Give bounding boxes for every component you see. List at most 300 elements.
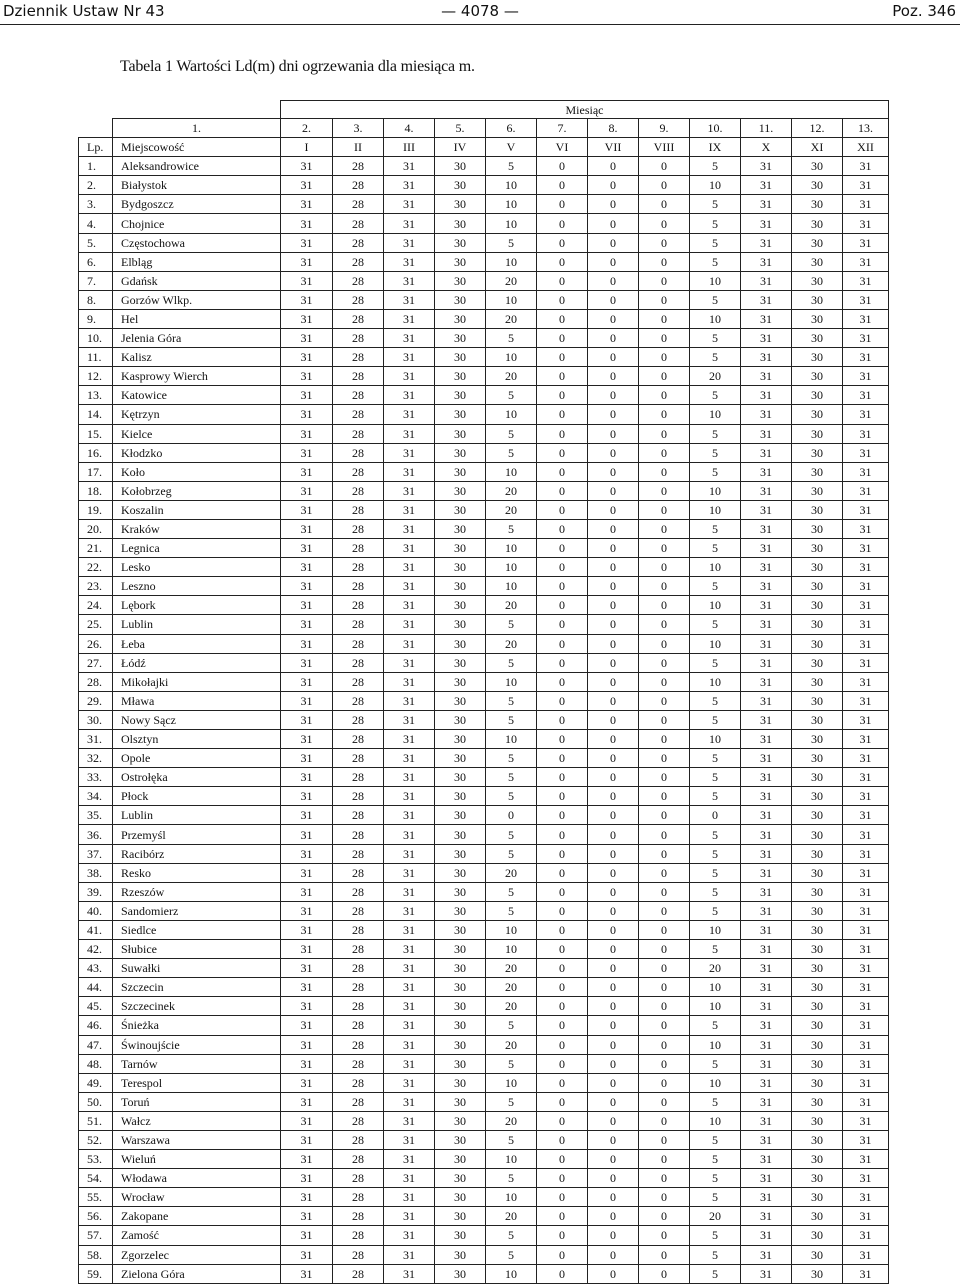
value-cell: 31 [843, 348, 889, 367]
value-cell: 20 [486, 863, 537, 882]
value-cell: 31 [281, 539, 333, 558]
value-cell: 0 [537, 500, 588, 519]
value-cell: 5 [486, 1092, 537, 1111]
city-cell: Wałcz [113, 1111, 281, 1130]
city-cell: Kętrzyn [113, 405, 281, 424]
value-cell: 31 [281, 863, 333, 882]
position-number: Poz. 346 [892, 2, 956, 20]
value-cell: 31 [843, 424, 889, 443]
value-cell: 30 [792, 691, 843, 710]
value-cell: 30 [435, 519, 486, 538]
value-cell: 5 [690, 195, 741, 214]
value-cell: 5 [690, 749, 741, 768]
value-cell: 31 [741, 1207, 792, 1226]
value-cell: 31 [843, 500, 889, 519]
value-cell: 5 [690, 882, 741, 901]
value-cell: 0 [639, 1016, 690, 1035]
value-cell: 28 [333, 367, 384, 386]
value-cell: 20 [486, 367, 537, 386]
value-cell: 30 [792, 157, 843, 176]
value-cell: 30 [792, 1207, 843, 1226]
value-cell: 0 [588, 959, 639, 978]
value-cell: 5 [690, 539, 741, 558]
city-cell: Aleksandrowice [113, 157, 281, 176]
value-cell: 5 [690, 1226, 741, 1245]
value-cell: 10 [486, 1150, 537, 1169]
value-cell: 30 [435, 329, 486, 348]
value-cell: 28 [333, 691, 384, 710]
value-cell: 28 [333, 1073, 384, 1092]
value-cell: 31 [384, 1092, 435, 1111]
value-cell: 31 [741, 825, 792, 844]
value-cell: 30 [435, 348, 486, 367]
value-cell: 0 [639, 615, 690, 634]
value-cell: 0 [639, 233, 690, 252]
value-cell: 31 [741, 577, 792, 596]
value-cell: 31 [741, 1016, 792, 1035]
value-cell: 0 [537, 252, 588, 271]
value-cell: 31 [384, 233, 435, 252]
value-cell: 30 [435, 749, 486, 768]
value-cell: 31 [384, 1188, 435, 1207]
lp-cell: 39. [79, 882, 113, 901]
value-cell: 10 [486, 1188, 537, 1207]
value-cell: 5 [690, 768, 741, 787]
value-cell: 0 [588, 920, 639, 939]
value-cell: 30 [792, 1016, 843, 1035]
value-cell: 30 [792, 749, 843, 768]
value-cell: 28 [333, 539, 384, 558]
table-row [79, 233, 889, 252]
value-cell: 0 [639, 978, 690, 997]
value-cell: 31 [843, 1130, 889, 1149]
value-cell: 0 [588, 405, 639, 424]
value-cell: 31 [843, 539, 889, 558]
value-cell: 31 [281, 710, 333, 729]
value-cell: 31 [843, 882, 889, 901]
value-cell: 28 [333, 271, 384, 290]
value-cell: 31 [741, 462, 792, 481]
value-cell: 31 [384, 940, 435, 959]
value-cell: 28 [333, 634, 384, 653]
value-cell: 31 [741, 787, 792, 806]
value-cell: 30 [435, 634, 486, 653]
value-cell: 31 [741, 1245, 792, 1264]
value-cell: 30 [435, 558, 486, 577]
value-cell: 31 [384, 615, 435, 634]
value-cell: 0 [588, 844, 639, 863]
value-cell: 10 [486, 672, 537, 691]
value-cell: 31 [384, 1054, 435, 1073]
lp-cell: 2. [79, 176, 113, 195]
value-cell: 0 [588, 1092, 639, 1111]
value-cell: 0 [639, 577, 690, 596]
table-row [79, 558, 889, 577]
city-cell: Kielce [113, 424, 281, 443]
value-cell: 31 [741, 691, 792, 710]
value-cell: 5 [486, 901, 537, 920]
value-cell: 0 [537, 271, 588, 290]
table-row [79, 386, 889, 405]
lp-cell: 9. [79, 309, 113, 328]
value-cell: 30 [792, 1073, 843, 1092]
value-cell: 0 [588, 1111, 639, 1130]
value-cell: 0 [537, 386, 588, 405]
value-cell: 28 [333, 1226, 384, 1245]
value-cell: V [486, 138, 537, 157]
value-cell: 30 [792, 1092, 843, 1111]
value-cell: 28 [333, 329, 384, 348]
value-cell: 5 [690, 863, 741, 882]
value-cell: 10 [486, 176, 537, 195]
table-row [79, 1207, 889, 1226]
value-cell: 31 [843, 558, 889, 577]
value-cell: 5 [690, 424, 741, 443]
value-cell: 0 [588, 558, 639, 577]
value-cell: 31 [384, 443, 435, 462]
value-cell: 0 [639, 1150, 690, 1169]
value-cell: 30 [792, 290, 843, 309]
value-cell: 30 [435, 901, 486, 920]
value-cell: 30 [792, 329, 843, 348]
value-cell: 0 [537, 1054, 588, 1073]
city-cell: Szczecinek [113, 997, 281, 1016]
value-cell: 0 [639, 195, 690, 214]
value-cell: 10 [690, 672, 741, 691]
value-cell: 10 [690, 634, 741, 653]
value-cell: XI [792, 138, 843, 157]
value-cell: 30 [792, 1111, 843, 1130]
value-cell: 30 [435, 1016, 486, 1035]
city-cell: Racibórz [113, 844, 281, 863]
value-cell: 31 [741, 940, 792, 959]
value-cell: 30 [435, 386, 486, 405]
value-cell: 0 [588, 1169, 639, 1188]
value-cell: 0 [639, 882, 690, 901]
value-cell: 30 [435, 405, 486, 424]
value-cell: 31 [741, 882, 792, 901]
value-cell: 31 [384, 1207, 435, 1226]
value-cell: 0 [537, 882, 588, 901]
value-cell: 31 [741, 519, 792, 538]
table-row [79, 920, 889, 939]
value-cell: 5 [486, 329, 537, 348]
value-cell: 30 [435, 1150, 486, 1169]
table-row [79, 749, 889, 768]
city-cell: Mława [113, 691, 281, 710]
value-cell: 10 [486, 539, 537, 558]
value-cell: 28 [333, 997, 384, 1016]
value-cell: 28 [333, 290, 384, 309]
value-cell: 5 [690, 691, 741, 710]
table-row [79, 615, 889, 634]
value-cell: 30 [792, 1169, 843, 1188]
value-cell: 0 [537, 519, 588, 538]
value-cell: 28 [333, 1245, 384, 1264]
value-cell: 31 [843, 367, 889, 386]
table-row [79, 997, 889, 1016]
table-row [79, 1169, 889, 1188]
city-cell: Katowice [113, 386, 281, 405]
value-cell: 31 [741, 1054, 792, 1073]
value-cell: 31 [281, 577, 333, 596]
value-cell: 10 [690, 596, 741, 615]
value-cell: III [384, 138, 435, 157]
value-cell: 31 [843, 691, 889, 710]
value-cell: 30 [792, 863, 843, 882]
value-cell: 31 [741, 348, 792, 367]
value-cell: 0 [588, 596, 639, 615]
lp-cell: 5. [79, 233, 113, 252]
value-cell: 31 [384, 882, 435, 901]
value-cell: 5 [690, 252, 741, 271]
table-row [79, 959, 889, 978]
value-cell: 5 [486, 710, 537, 729]
lp-cell: 8. [79, 290, 113, 309]
value-cell: 30 [792, 653, 843, 672]
value-cell: IX [690, 138, 741, 157]
value-cell: 0 [588, 348, 639, 367]
city-cell: Leszno [113, 577, 281, 596]
value-cell: 31 [281, 615, 333, 634]
value-cell: 31 [281, 1245, 333, 1264]
value-cell: 31 [843, 1245, 889, 1264]
value-cell: 30 [435, 500, 486, 519]
value-cell: 0 [639, 787, 690, 806]
value-cell: 5 [690, 462, 741, 481]
table-row [79, 176, 889, 195]
value-cell: 0 [588, 1245, 639, 1264]
value-cell: 0 [639, 1035, 690, 1054]
city-cell: Kołobrzeg [113, 481, 281, 500]
value-cell: 31 [741, 634, 792, 653]
value-cell: 0 [537, 863, 588, 882]
column-number-cell: 12. [792, 119, 843, 138]
value-cell: 0 [639, 691, 690, 710]
table-row [79, 1150, 889, 1169]
value-cell: 0 [639, 214, 690, 233]
value-cell: 0 [588, 290, 639, 309]
value-cell: 0 [537, 1111, 588, 1130]
value-cell: 31 [384, 672, 435, 691]
value-cell: 0 [639, 348, 690, 367]
value-cell: 31 [741, 290, 792, 309]
table-row [79, 768, 889, 787]
value-cell: 0 [588, 519, 639, 538]
value-cell: 31 [843, 825, 889, 844]
value-cell: 0 [588, 1226, 639, 1245]
value-cell: 28 [333, 882, 384, 901]
value-cell: 5 [690, 940, 741, 959]
value-cell: 5 [690, 710, 741, 729]
value-cell: 0 [588, 577, 639, 596]
value-cell: 10 [486, 290, 537, 309]
value-cell: 30 [435, 157, 486, 176]
value-cell: 30 [435, 787, 486, 806]
value-cell: 0 [639, 309, 690, 328]
value-cell: 31 [281, 367, 333, 386]
value-cell: 5 [486, 882, 537, 901]
value-cell: 30 [792, 844, 843, 863]
city-cell: Suwałki [113, 959, 281, 978]
lp-cell: 28. [79, 672, 113, 691]
value-cell: 30 [435, 462, 486, 481]
value-cell: 5 [690, 386, 741, 405]
value-cell: 0 [588, 901, 639, 920]
value-cell: 31 [843, 290, 889, 309]
table-row [79, 1264, 889, 1283]
value-cell: 0 [537, 481, 588, 500]
value-cell: 0 [639, 1264, 690, 1283]
lp-cell: 36. [79, 825, 113, 844]
value-cell: 28 [333, 443, 384, 462]
value-cell: 31 [843, 672, 889, 691]
value-cell: 10 [486, 1264, 537, 1283]
value-cell: 0 [588, 978, 639, 997]
value-cell: 10 [486, 577, 537, 596]
value-cell: 28 [333, 1150, 384, 1169]
value-cell: 30 [792, 1150, 843, 1169]
value-cell: 5 [690, 1092, 741, 1111]
value-cell: 0 [537, 1150, 588, 1169]
value-cell: 0 [639, 959, 690, 978]
value-cell: 30 [435, 959, 486, 978]
lp-cell: 11. [79, 348, 113, 367]
value-cell: 0 [537, 1130, 588, 1149]
table-row [79, 290, 889, 309]
value-cell: 0 [537, 157, 588, 176]
value-cell: 5 [486, 768, 537, 787]
value-cell: 31 [281, 978, 333, 997]
city-cell: Rzeszów [113, 882, 281, 901]
value-cell: 30 [792, 309, 843, 328]
city-cell: Warszawa [113, 1130, 281, 1149]
value-cell: 30 [792, 1245, 843, 1264]
value-cell: 0 [537, 920, 588, 939]
value-cell: 5 [486, 157, 537, 176]
value-cell: 31 [384, 844, 435, 863]
value-cell: 31 [384, 1264, 435, 1283]
value-cell: 0 [639, 596, 690, 615]
value-cell: 0 [588, 214, 639, 233]
value-cell: 31 [843, 596, 889, 615]
column-number-cell: 4. [384, 119, 435, 138]
value-cell: 31 [281, 749, 333, 768]
value-cell: 31 [741, 863, 792, 882]
city-cell: Białystok [113, 176, 281, 195]
city-cell: Koszalin [113, 500, 281, 519]
table-row [79, 481, 889, 500]
city-cell: Bydgoszcz [113, 195, 281, 214]
value-cell: 31 [281, 233, 333, 252]
value-cell: 0 [537, 749, 588, 768]
value-cell: 0 [537, 940, 588, 959]
table-row [79, 157, 889, 176]
value-cell: 5 [486, 787, 537, 806]
value-cell: 30 [435, 1092, 486, 1111]
lp-cell: 4. [79, 214, 113, 233]
value-cell: 5 [690, 1264, 741, 1283]
value-cell: 30 [792, 1226, 843, 1245]
value-cell: 31 [281, 672, 333, 691]
value-cell: 0 [639, 1207, 690, 1226]
value-cell: 31 [384, 405, 435, 424]
value-cell: X [741, 138, 792, 157]
value-cell: 31 [384, 195, 435, 214]
value-cell: 0 [537, 787, 588, 806]
city-cell: Zakopane [113, 1207, 281, 1226]
value-cell: 0 [537, 424, 588, 443]
value-cell: 31 [281, 1092, 333, 1111]
value-cell: 20 [486, 309, 537, 328]
value-cell: 30 [435, 844, 486, 863]
column-number-cell: 7. [537, 119, 588, 138]
value-cell: II [333, 138, 384, 157]
value-cell: XII [843, 138, 889, 157]
value-cell: 31 [281, 653, 333, 672]
value-cell: 31 [384, 558, 435, 577]
lp-cell: 35. [79, 806, 113, 825]
value-cell: 0 [537, 462, 588, 481]
value-cell: 31 [281, 1111, 333, 1130]
lp-cell: 45. [79, 997, 113, 1016]
table-row [79, 367, 889, 386]
value-cell: 0 [639, 157, 690, 176]
value-cell: 31 [741, 443, 792, 462]
value-cell: 30 [792, 959, 843, 978]
value-cell: 30 [792, 997, 843, 1016]
city-cell: Szczecin [113, 978, 281, 997]
value-cell: 20 [486, 959, 537, 978]
value-cell: 0 [588, 386, 639, 405]
value-cell: 31 [843, 1226, 889, 1245]
value-cell: 0 [537, 1073, 588, 1092]
value-cell: 31 [281, 1150, 333, 1169]
value-cell: 0 [639, 1130, 690, 1149]
value-cell: 0 [639, 653, 690, 672]
value-cell: 0 [537, 1169, 588, 1188]
value-cell: 0 [639, 443, 690, 462]
city-cell: Chojnice [113, 214, 281, 233]
value-cell: 31 [384, 978, 435, 997]
value-cell: 31 [281, 443, 333, 462]
value-cell: 31 [741, 768, 792, 787]
value-cell: 0 [588, 1073, 639, 1092]
value-cell: 30 [792, 367, 843, 386]
city-cell: Płock [113, 787, 281, 806]
value-cell: 31 [741, 309, 792, 328]
value-cell: 31 [281, 386, 333, 405]
value-cell: 5 [690, 787, 741, 806]
value-cell: 0 [588, 539, 639, 558]
value-cell: 31 [741, 1111, 792, 1130]
value-cell: 31 [843, 1169, 889, 1188]
value-cell: IV [435, 138, 486, 157]
table-row [79, 1111, 889, 1130]
value-cell: 30 [792, 710, 843, 729]
value-cell: 31 [843, 844, 889, 863]
value-cell: 0 [537, 176, 588, 195]
value-cell: 30 [435, 1073, 486, 1092]
value-cell: 31 [741, 1188, 792, 1207]
value-cell: 30 [435, 1264, 486, 1283]
value-cell: 20 [486, 271, 537, 290]
value-cell: 31 [281, 481, 333, 500]
city-cell: Zamość [113, 1226, 281, 1245]
value-cell: 0 [639, 863, 690, 882]
value-cell: 28 [333, 1111, 384, 1130]
value-cell: 30 [435, 672, 486, 691]
